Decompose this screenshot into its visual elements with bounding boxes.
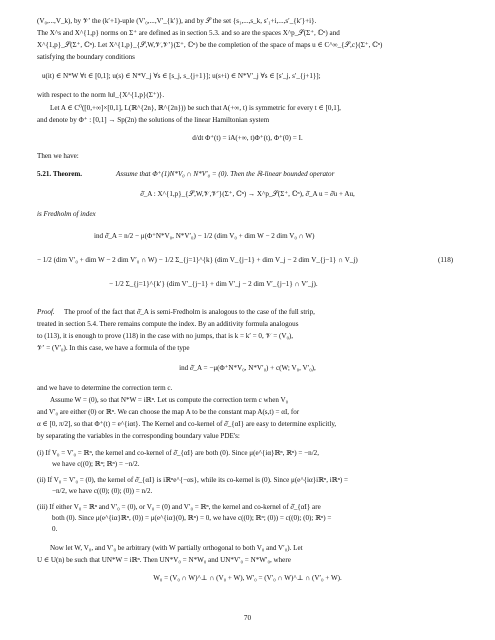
text-line: The proof of the fact that ∂̄_A is semi-Fredholm is analogous to the case of the full strip, — [64, 308, 315, 316]
hamiltonian-equation: d/dt Φ⁺(t) = iA(+∞, t)Φ⁺(t), Φ⁺(0) = I. — [192, 134, 303, 142]
text-line: to (113), it is enough to prove (118) in the case with no jumps, that is k = k′ = 0, 𝒱 = (V₀), — [37, 332, 294, 340]
case-item: both (0). Since μ(e^{iα}ℝⁿ, (0)) = μ(e^{iα}(0), ℝⁿ) = 0, we have c((0); ℝⁿ; (0)) = c((0); (0); ℝⁿ) = — [52, 514, 332, 522]
subspace-definition: W₀ = (V₀ ∩ W)^⊥ ∩ (V₀ + W), W′₀ = (V′₀ ∩ W)^⊥ ∩ (V′₀ + W). — [153, 574, 342, 582]
text-line: Now let W, V₀, and V′₀ be arbitrary (with W partially orthogonal to both V₀ and V′₀). Let — [50, 544, 303, 552]
text-line: and we have to determine the correction term c. — [37, 384, 173, 392]
case-item: (iii) If either V₀ = ℝⁿ and V′₀ = (0), or V₀ = (0) and V′₀ = ℝⁿ, the kernel and co-kernel of ∂̄_{αI} are — [37, 503, 321, 511]
text-line: with respect to the norm ‖u‖_{X^{1,p}(Σ⁺)}. — [37, 91, 165, 99]
text-line: Let A ∈ C⁰([0,+∞]×[0,1], L(ℝ^{2n}, ℝ^{2n})) be such that A(+∞, t) is symmetric for every t ∈ [0,1], — [50, 104, 341, 112]
text-line: Assume W = (0), so that N*W = iℝⁿ. Let us compute the correction term c when V₀ — [50, 396, 289, 404]
text-line: X^{1,p}_𝒮(Σ⁺, ℂⁿ). Let X^{1,p}_{𝒮,W,𝒱,𝒱′}(Σ⁺, ℂⁿ) be the completion of the space of maps u ∈ C^∞_{𝒮,c}(Σ⁺, ℂⁿ) — [37, 41, 383, 49]
index-type-formula: ind ∂̄_A = −μ(Φ⁺N*V₀, N*V′₀) + c(W; V₀, V′₀), — [179, 364, 316, 372]
text-line: treated in section 5.4. There remains compute the index. By an additivity formula analogous — [37, 320, 299, 328]
case-item: we have c((0); ℝⁿ; ℝⁿ) = −n/2. — [52, 460, 140, 468]
text-line: and V′₀ are either (0) or ℝⁿ. We can choose the map A to be the constant map A(s,t) = αI, for — [37, 408, 300, 416]
proof-label: Proof. — [37, 308, 55, 316]
theorem-text: is Fredholm of index — [37, 210, 96, 218]
case-item: 0. — [52, 525, 58, 533]
text-line: α ∈ [0, π/2], so that Φ⁺(t) = e^{iαt}. The Kernel and co-kernel of ∂̄_{αI} are easy to determine explicitly, — [37, 420, 337, 428]
equation-number: (118) — [438, 256, 454, 264]
operator-definition: ∂̄_A : X^{1,p}_{𝒮,W,𝒱,𝒱′}(Σ⁺, ℂⁿ) → X^p_𝒮(Σ⁺, ℂⁿ), ∂̄_A u = ∂̄u + Au, — [140, 190, 355, 198]
page-number: 70 — [243, 614, 252, 622]
case-item: (ii) If V₀ = V′₀ = (0), the kernel of ∂̄_{αI} is iℝⁿe^{−αs}, while its co-kernel is (0). Since μ(e^{iα}iℝⁿ, iℝⁿ) = — [37, 476, 349, 484]
index-formula-line: − 1/2 (dim V′₀ + dim W − 2 dim V′₀ ∩ W) − 1/2 Σ_{j=1}^{k} (dim V_{j−1} + dim V_j − 2 dim V_{j−1} ∩ V_j) — [37, 256, 358, 264]
text-line: by separating the variables in the corresponding boundary value PDE's: — [37, 432, 240, 440]
case-item: (i) If V₀ = V′₀ = ℝⁿ, the kernel and co-kernel of ∂̄_{αI} are both (0). Since μ(e^{iα}ℝⁿ, ℝⁿ) = −n/2, — [37, 449, 319, 457]
text-line: U ∈ U(n) be such that UN*W = iℝⁿ. Then UN*V₀ = N*W₀ and UN*V′₀ = N*W′₀, where — [37, 556, 291, 564]
theorem-heading: 5.21. Theorem. — [37, 170, 83, 178]
index-formula-line: ind ∂̄_A = n/2 − μ(Φ⁺N*V₀, N*V′₀) − 1/2 (dim V₀ + dim W − 2 dim V₀ ∩ W) — [94, 232, 315, 240]
index-formula-line: − 1/2 Σ_{j=1}^{k′} (dim V′_{j−1} + dim V′_j − 2 dim V′_{j−1} ∩ V′_j). — [109, 280, 318, 288]
text-line: and denote by Φ⁺ : [0,1] → Sp(2n) the solutions of the linear Hamiltonian system — [37, 116, 270, 124]
text-line: satisfying the boundary conditions — [37, 53, 135, 61]
theorem-statement: Assume that Φ⁺(1)N*V₀ ∩ N*V′₀ = (0). Then the ℝ-linear bounded operator — [116, 170, 335, 178]
boundary-condition: u(it) ∈ N*W ∀t ∈ [0,1]; u(s) ∈ N*V_j ∀s ∈ [s_j, s_{j+1}]; u(s+i) ∈ N*V′_j ∀s ∈ [s′_j, s′_{j+1}]; — [42, 72, 321, 80]
text-line: Then we have: — [37, 152, 79, 160]
text-line: 𝒱′ = (V′₀). In this case, we have a formula of the type — [37, 344, 190, 352]
text-line: (V₀,...,V_k), by 𝒱′ the (k′+1)-uple (V′₀,...,V′_{k′}), and by 𝒮 the set {s₁,...,s_k, s′₁+i,...,s′_{k′}+i}. — [37, 17, 317, 25]
text-line: The X^s and X^{1,p} norms on Σ⁺ are defined as in section 5.3. and so are the spaces X^p_𝒮(Σ⁺, ℂⁿ) and — [37, 29, 340, 37]
case-item: −n/2, we have c((0); (0); (0)) = n/2. — [52, 487, 153, 495]
